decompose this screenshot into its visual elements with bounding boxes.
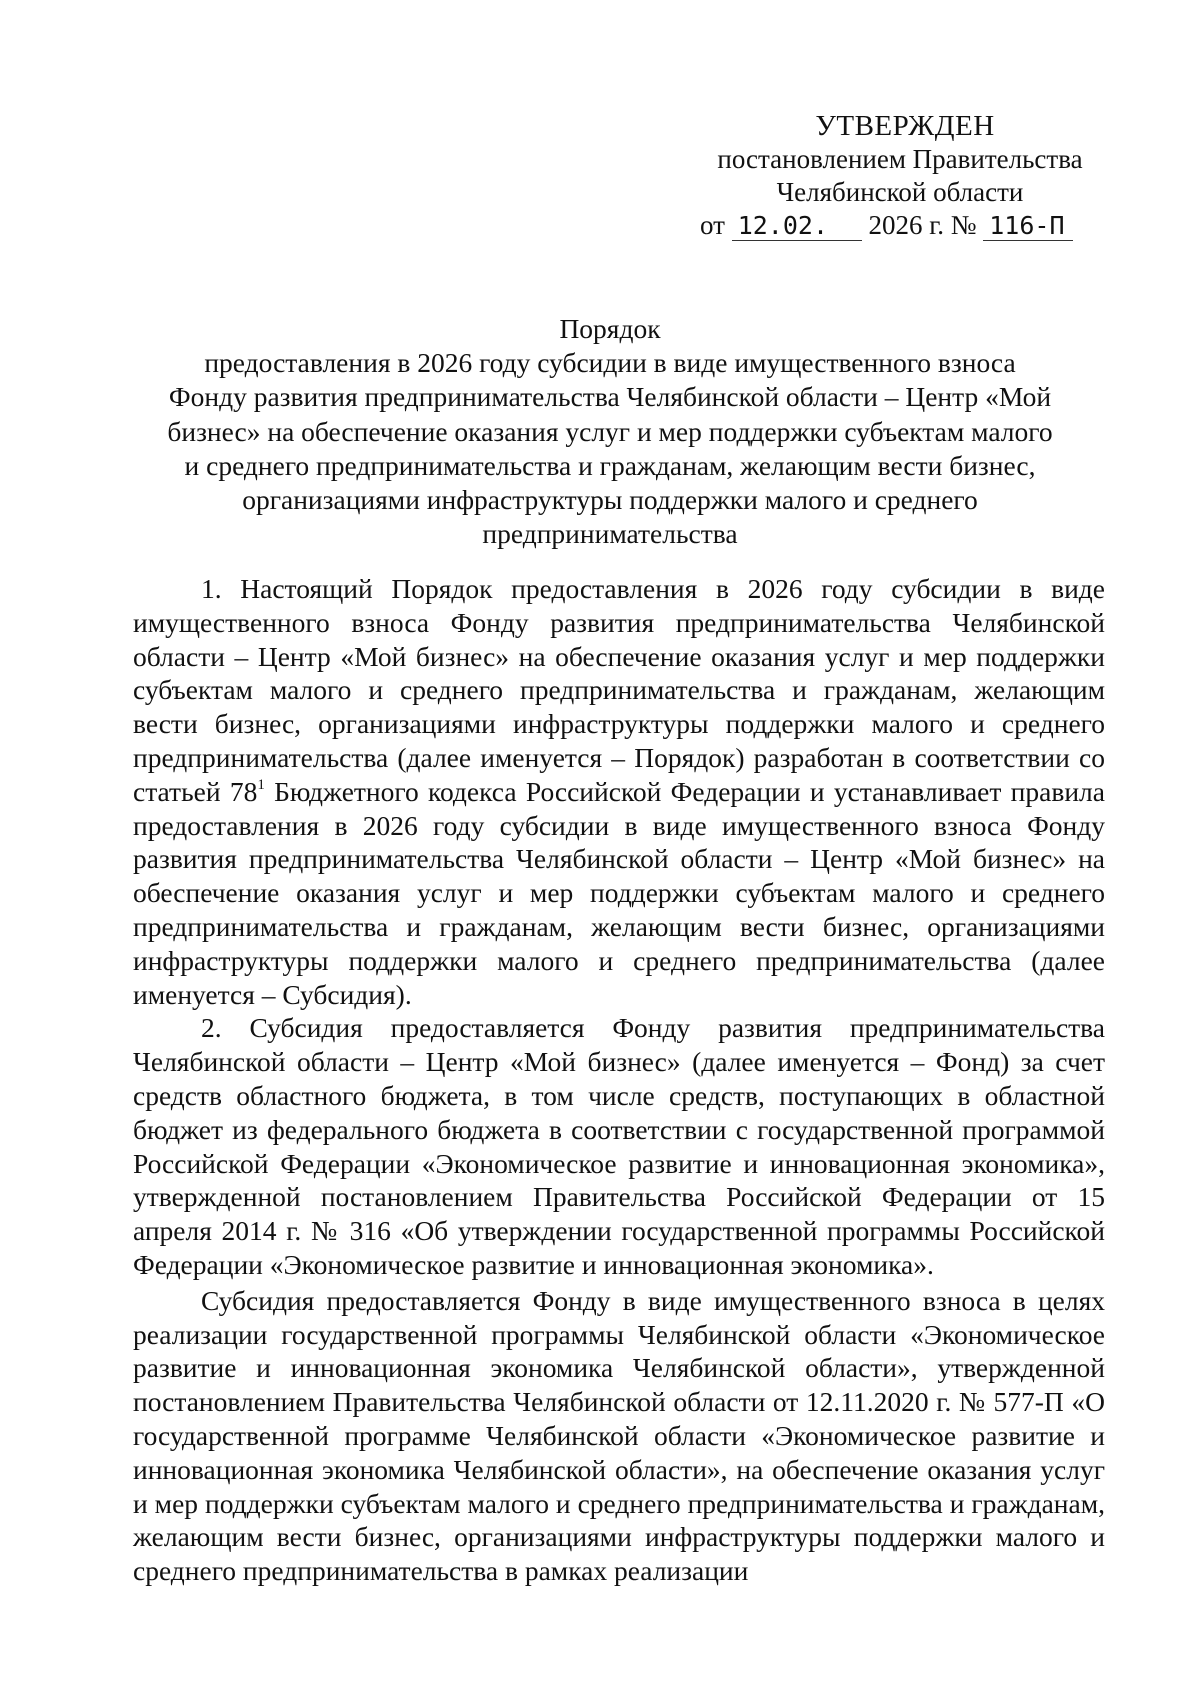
heading-line: бизнес» на обеспечение оказания услуг и мер поддержки субъектам малого (167, 415, 1053, 447)
approval-stamp-block (700, 110, 1100, 242)
approval-title: УТВЕРЖДЕН (815, 110, 995, 142)
approval-line-region: Челябинской области (776, 177, 1024, 207)
heading-line: предоставления в 2026 году субсидии в виде имущественного взноса (204, 347, 1016, 379)
approval-number-value: 116-П (983, 212, 1073, 241)
paragraph-1-text-a: 1. Настоящий Порядок предоставления в 2026 году субсидии в виде имущественного взноса Фонду развития предпринимательства Челябинской области – Центр «Мой бизнес» на обеспечение оказания услуг и мер поддержки субъектам малого и среднего предпринимательства и гражданам, желающим вести бизнес, организациями инфраструктуры поддержки малого и среднего предпринимательства (далее именуется – Порядок) разработан в соответствии со статьей 78 (133, 573, 1105, 807)
heading-title: Порядок (559, 313, 661, 344)
heading-line: Фонду развития предпринимательства Челябинской области – Центр «Мой (168, 381, 1052, 413)
article-superscript: 1 (257, 776, 265, 793)
approval-date-prefix: от (700, 210, 725, 240)
document-body (133, 572, 1105, 1588)
approval-date-value: 12.02. (732, 212, 862, 241)
paragraph-1-text-b: Бюджетного кодекса Российской Федерации и устанавливает правила предоставления в 2026 году субсидии в виде имущественного взноса Фонду развития предпринимательства Челябинской области – Центр «Мой бизнес» на обеспечение оказания услуг и мер поддержки субъектам малого и среднего предпринимательства и гражданам, желающим вести бизнес, организациями инфраструктуры поддержки малого и среднего предпринимательства (далее именуется – Субсидия). (133, 775, 1105, 1010)
approval-date-line (700, 209, 1100, 242)
heading-line: организациями инфраструктуры поддержки малого и среднего (242, 484, 978, 516)
document-heading (160, 312, 1060, 551)
heading-line: предпринимательства (482, 518, 738, 550)
heading-line: и среднего предпринимательства и гражданам, желающим вести бизнес, (184, 449, 1036, 481)
paragraph-1 (133, 572, 1105, 1011)
approval-line-resolution: постановлением Правительства (717, 144, 1083, 174)
approval-year-text: 2026 г. № (868, 210, 977, 240)
paragraph-3: Субсидия предоставляется Фонду в виде имущественного взноса в целях реализации государственной программы Челябинской области «Экономическое развитие и инновационная экономика Челябинской области», утвержденной постановлением Правительства Челябинской области от 12.11.2020 г. № 577-П «О государственной программе Челябинской области «Экономическое развитие и инновационная экономика Челябинской области», на обеспечение оказания услуг и мер поддержки субъектам малого и среднего предпринимательства и гражданам, желающим вести бизнес, организациями инфраструктуры поддержки малого и среднего предпринимательства в рамках реализации (133, 1284, 1105, 1587)
paragraph-2: 2. Субсидия предоставляется Фонду развития предпринимательства Челябинской области – Центр «Мой бизнес» (далее именуется – Фонд) за счет средств областного бюджета, в том числе средств, поступающих в областной бюджет из федерального бюджета в соответствии с государственной программой Российской Федерации «Экономическое развитие и инновационная экономика», утвержденной постановлением Правительства Российской Федерации от 15 апреля 2014 г. № 316 «Об утверждении государственной программы Российской Федерации «Экономическое развитие и инновационная экономика». (133, 1012, 1105, 1280)
